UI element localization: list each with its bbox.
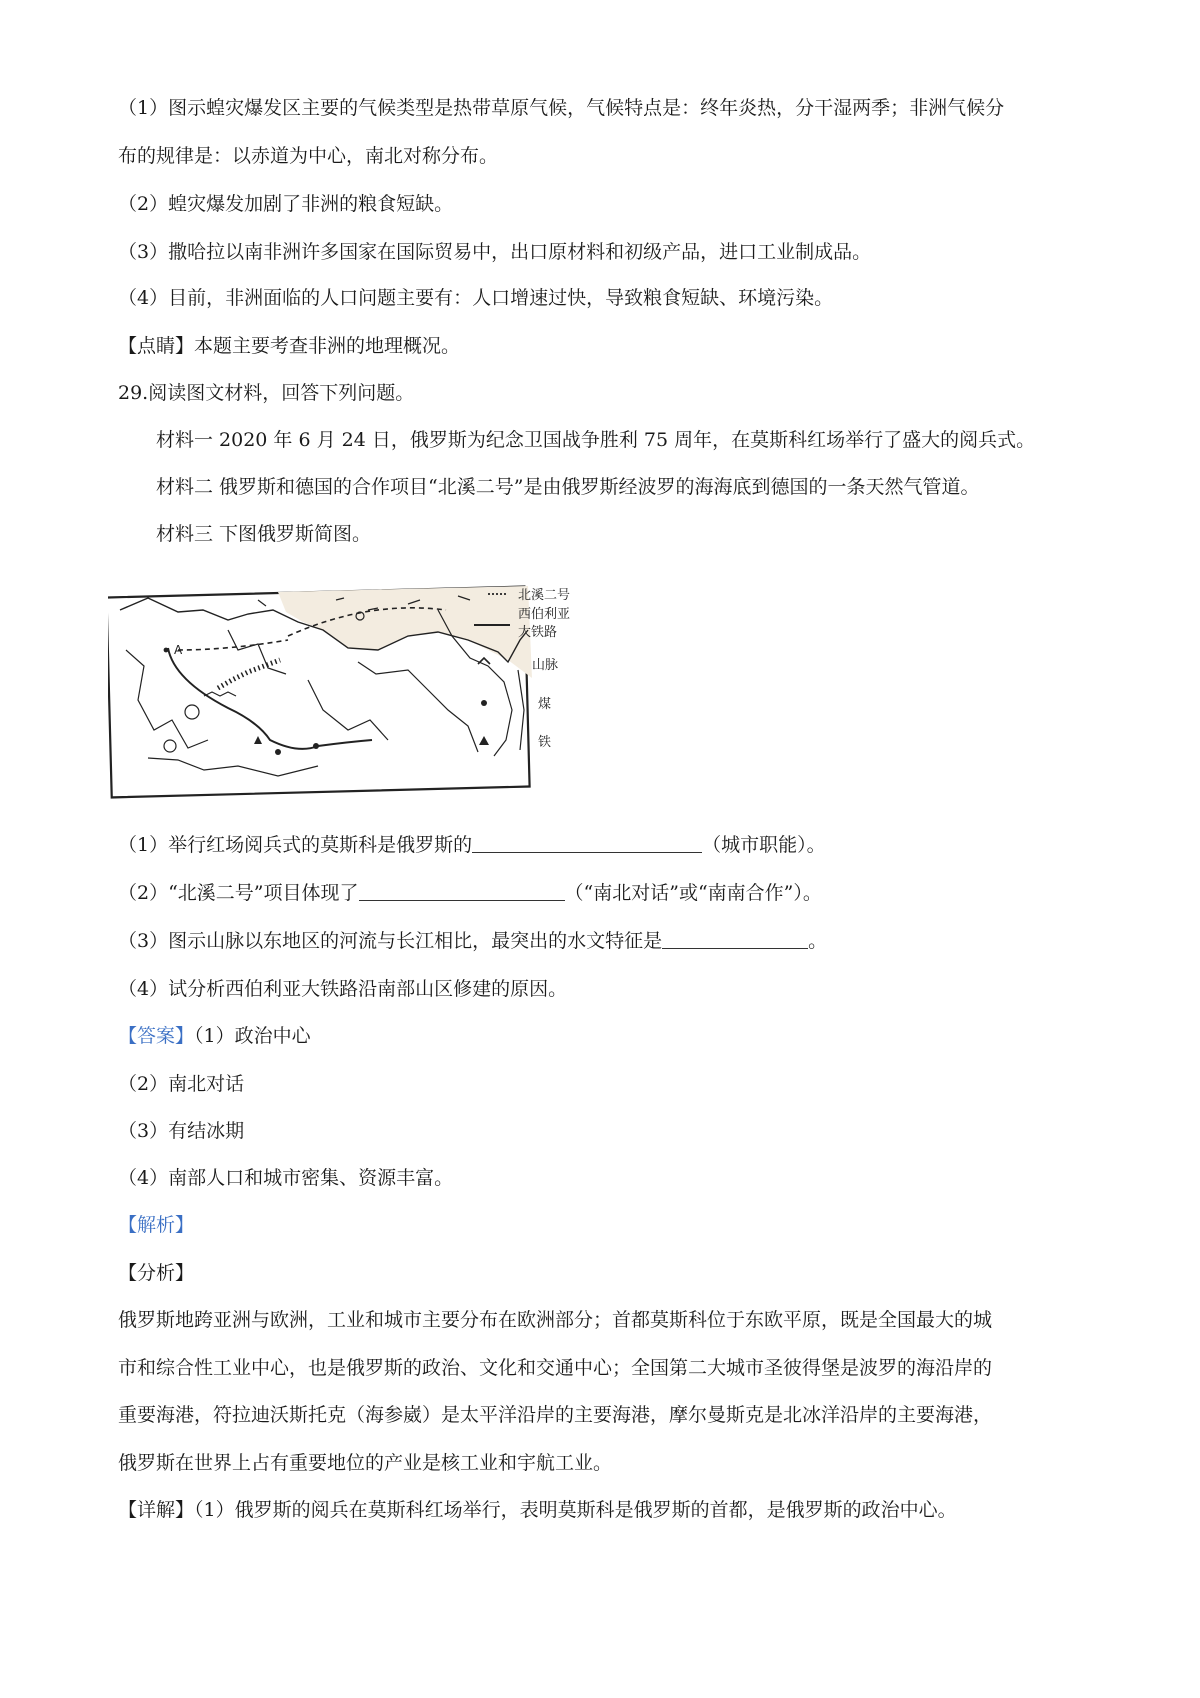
sub-question-2-text: （2）“北溪二号”项目体现了: [118, 882, 359, 904]
sub-question-1: [118, 832, 826, 858]
xiangjie-label: 【详解】: [118, 1499, 195, 1521]
fenxi-label: 【分析】: [118, 1262, 195, 1284]
answer-1: （1）政治中心: [194, 1025, 311, 1047]
analysis-line-3: 重要海港，符拉迪沃斯托克（海参崴）是太平洋沿岸的主要海港，摩尔曼斯克是北冰洋沿岸的主要海港，: [118, 1404, 993, 1426]
sub-question-4: （4）试分析西伯利亚大铁路沿南部山区修建的原因。: [118, 978, 568, 1000]
material-1: 材料一 2020 年 6 月 24 日，俄罗斯为纪念卫国战争胜利 75 周年，在莫斯科红场举行了盛大的阅兵式。: [156, 429, 1036, 451]
prev-answer-4: （4）目前，非洲面临的人口问题主要有：人口增速过快，导致粮食短缺、环境污染。: [118, 287, 834, 309]
answer-2: （2）南北对话: [118, 1073, 245, 1095]
legend-pipeline: 北溪二号: [518, 588, 571, 603]
legend-coal: 煤: [538, 697, 552, 712]
answer-3: （3）有结冰期: [118, 1120, 245, 1142]
legend-mountain: 山脉: [532, 658, 559, 673]
analysis-line-4: 俄罗斯在世界上占有重要地位的产业是核工业和宇航工业。: [118, 1452, 613, 1474]
material-2: 材料二 俄罗斯和德国的合作项目“北溪二号”是由俄罗斯经波罗的海海底到德国的一条天然气管道。: [156, 476, 980, 498]
sub-question-3-end: 。: [808, 930, 828, 952]
answer-4: （4）南部人口和城市密集、资源丰富。: [118, 1167, 454, 1189]
russia-map-figure: [108, 570, 628, 802]
prev-answer-1-line2: 布的规律是：以赤道为中心，南北对称分布。: [118, 145, 499, 167]
question-29-stem: 29.阅读图文材料，回答下列问题。: [118, 382, 415, 404]
sub-question-1-hint: （城市职能）。: [702, 834, 826, 856]
jiexi-label: 【解析】: [118, 1214, 195, 1236]
sub-question-2: [118, 880, 822, 906]
answer-blank-2[interactable]: [359, 880, 565, 901]
sub-question-3: [118, 928, 827, 954]
answer-blank-3[interactable]: [662, 928, 808, 949]
material-3: 材料三 下图俄罗斯简图。: [156, 523, 372, 545]
answer-blank-1[interactable]: [472, 832, 702, 853]
map-label-a: A: [174, 643, 183, 657]
analysis-line-2: 市和综合性工业中心，也是俄罗斯的政治、文化和交通中心；全国第二大城市圣彼得堡是波罗的海沿岸的: [118, 1357, 993, 1379]
legend-iron: 铁: [538, 735, 552, 750]
russia-map-svg: [108, 570, 628, 802]
answer-label: 【答案】: [118, 1025, 195, 1047]
prev-answer-3: （3）撒哈拉以南非洲许多国家在国际贸易中，出口原材料和初级产品，进口工业制成品。: [118, 241, 872, 263]
sub-question-1-text: （1）举行红场阅兵式的莫斯科是俄罗斯的: [118, 834, 473, 856]
sub-question-2-hint: （“南北对话”或“南南合作”）。: [564, 882, 822, 904]
analysis-line-1: 俄罗斯地跨亚洲与欧洲，工业和城市主要分布在欧洲部分；首都莫斯科位于东欧平原，既是全国最大的城: [118, 1309, 993, 1331]
dianjing-label: 【点睛】: [118, 335, 195, 357]
prev-answer-2: （2）蝗灾爆发加剧了非洲的粮食短缺。: [118, 193, 454, 215]
legend-railway-line1: 西伯利亚: [518, 607, 571, 622]
prev-answer-1-line1: （1）图示蝗灾爆发区主要的气候类型是热带草原气候，气候特点是：终年炎热，分干湿两季；非洲气候分: [118, 97, 1005, 119]
dianjing-text: 本题主要考查非洲的地理概况。: [194, 335, 461, 357]
sub-question-3-text: （3）图示山脉以东地区的河流与长江相比，最突出的水文特征是: [118, 930, 663, 952]
legend-railway-line2: 大铁路: [518, 625, 558, 640]
answer-1-row: [118, 1023, 311, 1049]
xiangjie-text: （1）俄罗斯的阅兵在莫斯科红场举行，表明莫斯科是俄罗斯的首都，是俄罗斯的政治中心。: [194, 1499, 957, 1521]
xiangjie: [118, 1497, 957, 1523]
dianjing: [118, 333, 460, 359]
